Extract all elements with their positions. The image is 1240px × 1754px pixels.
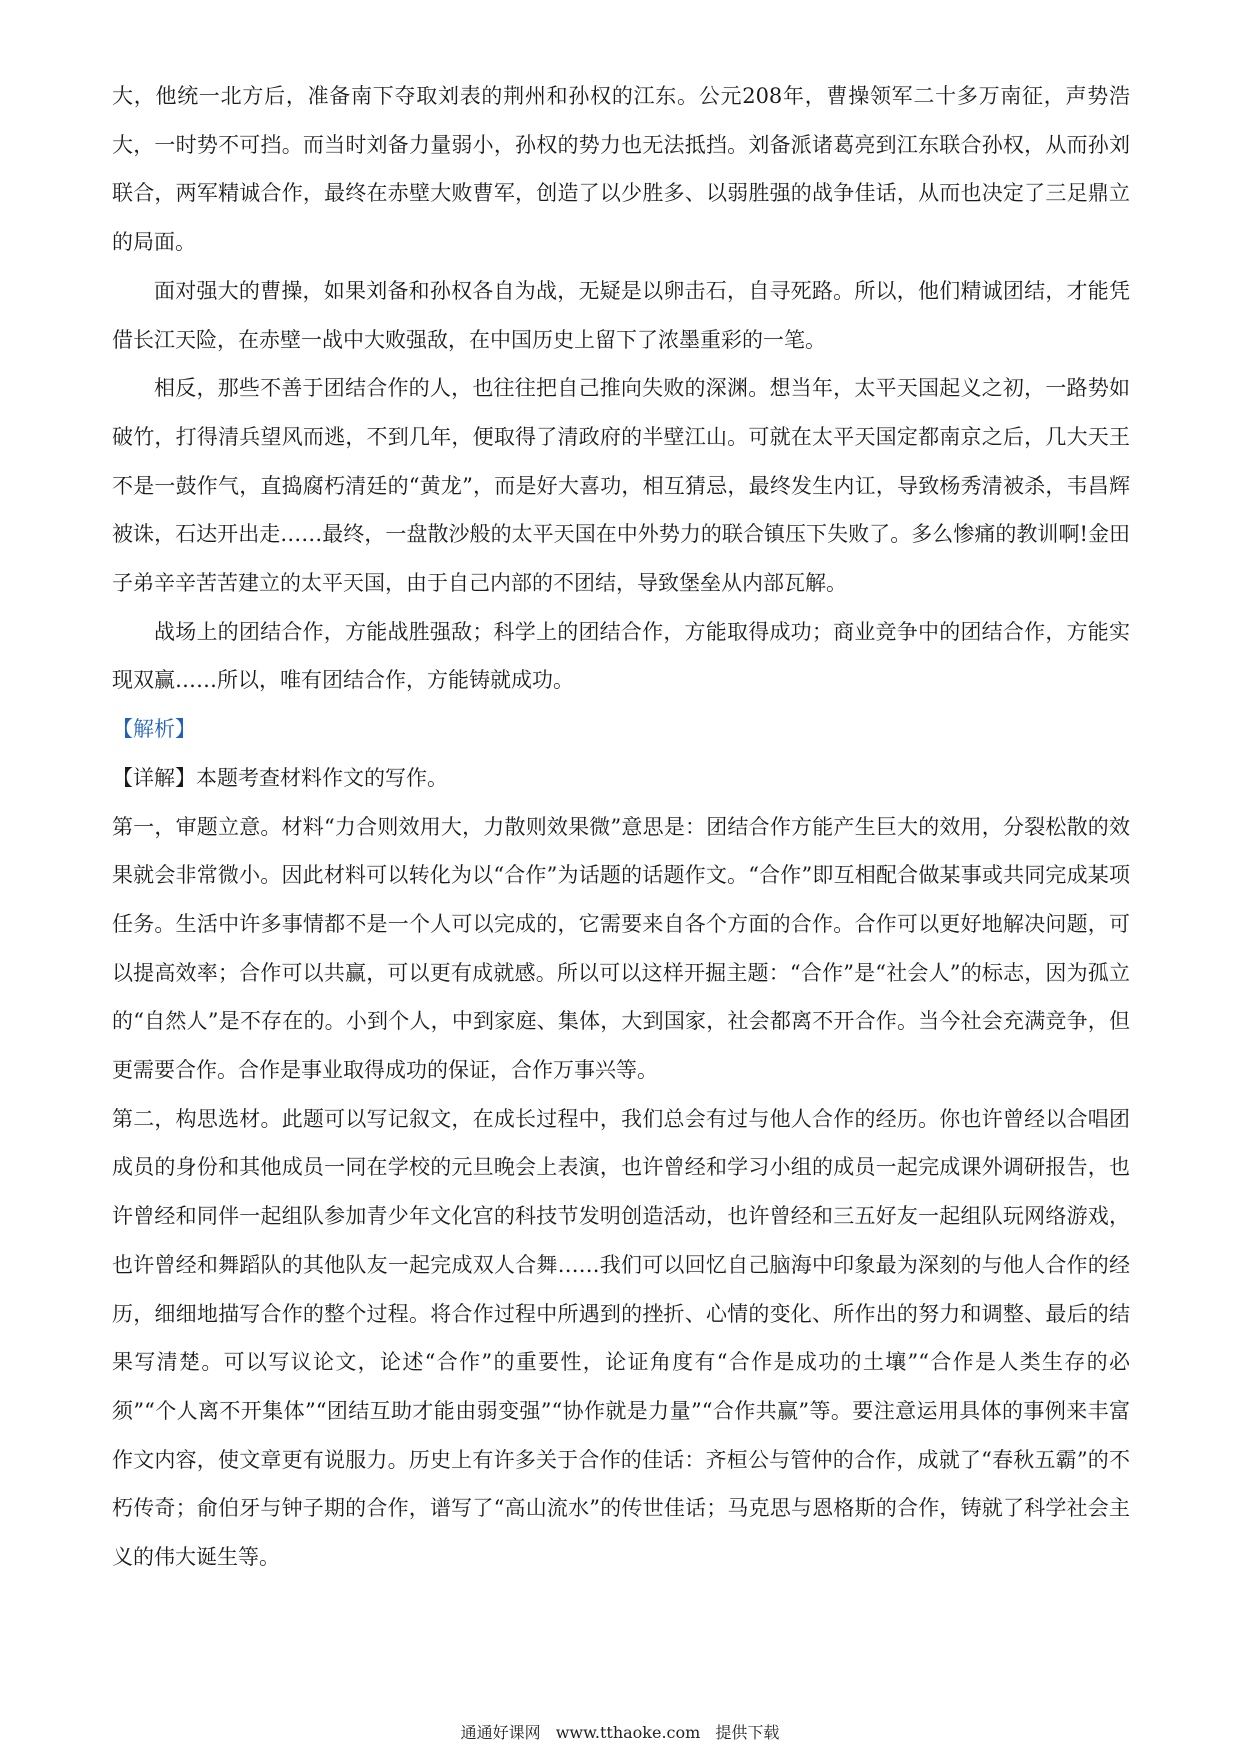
analysis-detail: 【详解】本题考查材料作文的写作。 — [112, 765, 448, 790]
analysis-point-1: 第一，审题立意。材料“力合则效用大，力散则效果微”意思是：团结合作方能产生巨大的效用，分裂松散的效果就会非常微小。因此材料可以转化为以“合作”为话题的话题作文。“合作”即互相配合做某事或共同完成某项任务。生活中许多事情都不是一个人可以完成的，它需要来自各个方面的合作。合作可以更好地解决问题，可以提高效率；合作可以共赢，可以更有成就感。所以可以这样开掘主题：“合作”是“社会人”的标志，因为孤立的“自然人”是不存在的。小到个人，中到家庭、集体，大到国家，社会都离不开合作。当今社会充满竞争，但更需要合作。合作是事业取得成功的保证，合作万事兴等。 — [112, 814, 1130, 1083]
footer-suffix: 提供下载 — [715, 1723, 780, 1742]
essay-paragraph-2: 面对强大的曹操，如果刘备和孙权各自为战，无疑是以卵击石，自寻死路。所以，他们精诚团结，才能凭借长江天险，在赤壁一战中大败强敌，在中国历史上留下了浓墨重彩的一笔。 — [112, 278, 1130, 352]
analysis-heading: 【解析】 — [112, 717, 196, 742]
document-page — [112, 72, 1130, 1582]
footer-site-name: 通通好课网 — [460, 1723, 541, 1742]
essay-paragraph-3: 相反，那些不善于团结合作的人，也往往把自己推向失败的深渊。想当年，太平天国起义之初，一路势如破竹，打得清兵望风而逃，不到几年，便取得了清政府的半壁江山。可就在太平天国定都南京之后，几大天王不是一鼓作气，直捣腐朽清廷的“黄龙”，而是好大喜功，相互猜忌，最终发生内讧，导致杨秀清被杀，韦昌辉被诛，石达开出走……最终，一盘散沙般的太平天国在中外势力的联合镇压下失败了。多么惨痛的教训啊!金田子弟辛辛苦苦建立的太平天国，由于自己内部的不团结，导致堡垒从内部瓦解。 — [112, 376, 1130, 596]
essay-paragraph-4: 战场上的团结合作，方能战胜强敌；科学上的团结合作，方能取得成功；商业竞争中的团结合作，方能实现双赢……所以，唯有团结合作，方能铸就成功。 — [112, 619, 1130, 693]
essay-paragraph-1: 大，他统一北方后，准备南下夺取刘表的荆州和孙权的江东。公元208年，曹操领军二十多万南征，声势浩大，一时势不可挡。而当时刘备力量弱小，孙权的势力也无法抵挡。刘备派诸葛亮到江东联合孙权，从而孙刘联合，两军精诚合作，最终在赤壁大败曹军，创造了以少胜多、以弱胜强的战争佳话，从而也决定了三足鼎立的局面。 — [112, 84, 1130, 255]
analysis-point-2: 第二，构思选材。此题可以写记叙文，在成长过程中，我们总会有过与他人合作的经历。你也许曾经以合唱团成员的身份和其他成员一同在学校的元旦晚会上表演，也许曾经和学习小组的成员一起完成课外调研报告，也许曾经和同伴一起组队参加青少年文化宫的科技节发明创造活动，也许曾经和三五好友一起组队玩网络游戏，也许曾经和舞蹈队的其他队友一起完成双人合舞……我们可以回忆自己脑海中印象最为深刻的与他人合作的经历，细细地描写合作的整个过程。将合作过程中所遇到的挫折、心情的变化、所作出的努力和调整、最后的结果写清楚。可以写议论文，论述“合作”的重要性，论证角度有“合作是成功的土壤”“合作是人类生存的必须”“个人离不开集体”“团结互助才能由弱变强”“协作就是力量”“合作共赢”等。要注意运用具体的事例来丰富作文内容，使文章更有说服力。历史上有许多关于合作的佳话：齐桓公与管仲的合作，成就了“春秋五霸”的不朽传奇；俞伯牙与钟子期的合作，谱写了“高山流水”的传世佳话；马克思与恩格斯的合作，铸就了科学社会主义的伟大诞生等。 — [112, 1106, 1130, 1570]
page-footer — [0, 1722, 1240, 1744]
footer-url[interactable]: www.tthaoke.com — [555, 1723, 701, 1742]
